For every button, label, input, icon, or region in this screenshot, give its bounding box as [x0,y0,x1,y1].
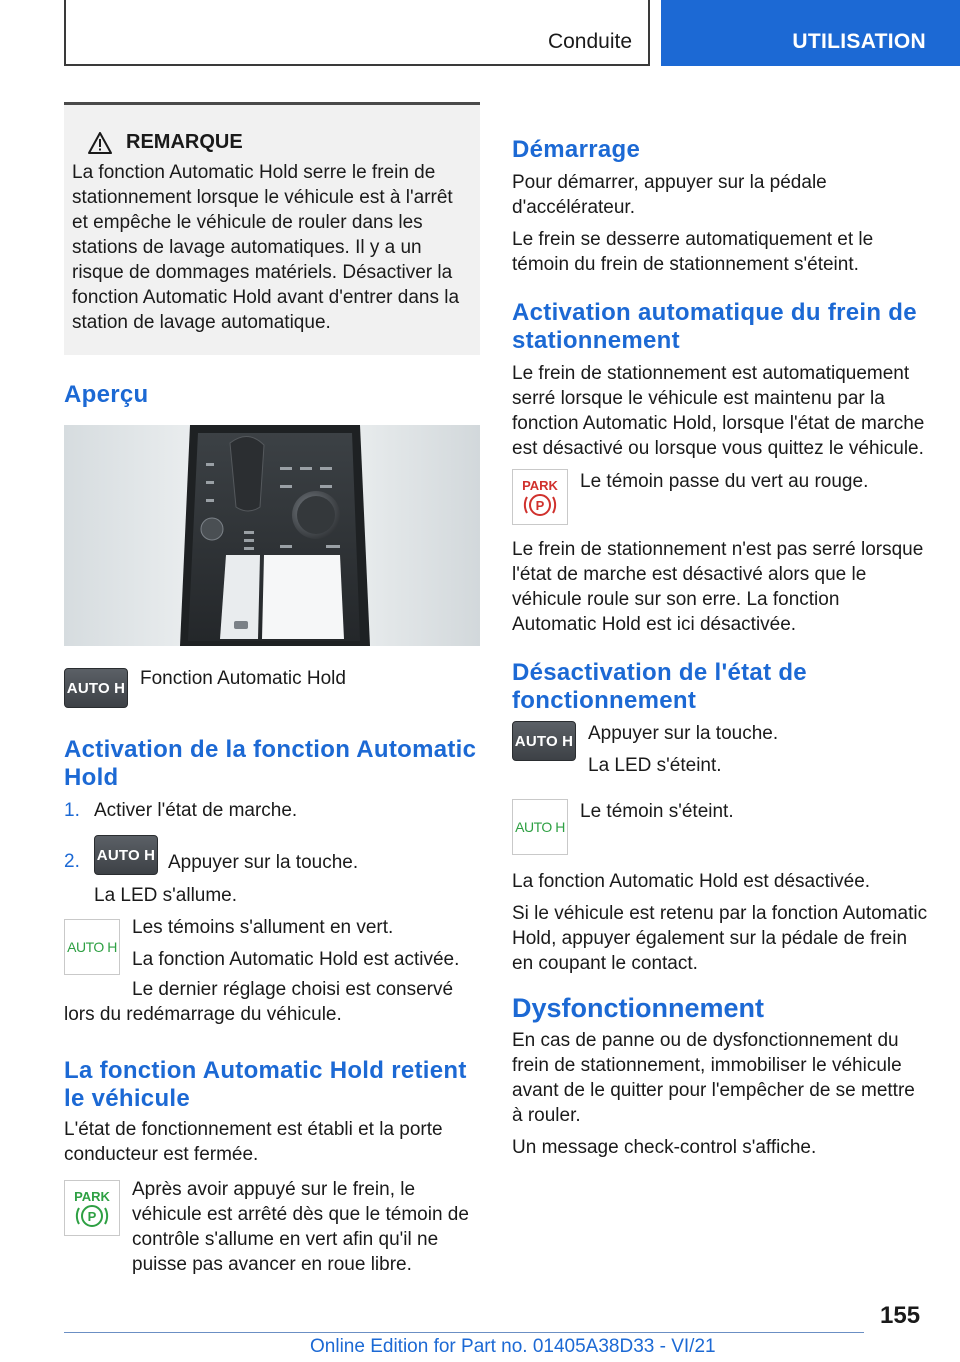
page-number: 155 [880,1302,921,1329]
green-lamp-text [132,915,480,979]
dysfonction-p1: En cas de panne ou de dysfonctionnement du frein de stationnement, immobiliser le véhicule avant de le quitter pour l'empêcher de se mettre à rouler. [512,1030,915,1126]
lamp-green-text: Les témoins s'allument en vert. [132,917,394,938]
park-lamp-label: PARK [74,1189,110,1204]
auto-h-button-icon: AUTO H [512,721,576,761]
header-chapter-box [661,0,960,66]
dysfonction-p2: Un message check-control s'affiche. [512,1137,817,1158]
auto-h-lamp-label-off: AUTO H [515,819,565,835]
park-p-symbol: P [87,1209,97,1224]
footer-edition: Online Edition for Part no. 01405A38D33 - VI/21 [310,1336,716,1357]
left-column [64,102,480,1284]
footer-divider [64,1332,864,1333]
deactivate-press-text: Appuyer sur la touche. [588,723,779,744]
red-park-lamp-row [512,469,928,525]
activation-steps [64,798,480,875]
park-red-label: PARK [522,478,558,493]
note-text: La fonction Automatic Hold serre le frein de stationnement lorsque le véhicule est à l'arrêt et empêche le véhicule de rouler dans les stations de lavage automatiques. Il y a un risque de dommages matériels. Désactiver la fonction Automatic Hold avant d'entrer dans la station de lavage automatique. [72,162,460,333]
photo-caption: Fonction Automatic Hold [140,668,346,689]
auto-h-button-icon: AUTO H [64,668,128,708]
step-1-text: Activer l'état de marche. [94,800,298,821]
retient-conditions: L'état de fonctionnement est établi et la porte conducteur est fermée. [64,1119,443,1165]
led-on-text: La LED s'allume. [94,885,238,906]
note-header [72,131,472,154]
step-2-number: 2. [64,851,80,872]
lamp-off-text: Le témoin s'éteint. [580,801,734,822]
retient-description: Après avoir appuyé sur le frein, le véhicule est arrêté dès que le témoin de contrôle s'allume en vert afin qu'il ne puisse pas avancer en roue libre. [132,1179,469,1275]
led-off-text: La LED s'éteint. [588,755,722,776]
lamp-off-row [512,799,928,855]
park-red-p-symbol: P [535,498,545,513]
demarrage-p2: Le frein se desserre automatiquement et le témoin du frein de stationnement s'éteint. [512,229,874,275]
park-lamp-row [64,1177,480,1284]
activated-text: La fonction Automatic Hold est activée. [132,949,460,970]
heading-activation: Activation de la fonction Automatic Hold [64,736,477,791]
desactivation-p2: Si le véhicule est retenu par la fonction Automatic Hold, appuyer également sur la pédale de frein en coupant le contact. [512,903,928,974]
auto-frein-p2: Le frein de stationnement n'est pas serré lorsque l'état de marche est désactivé alors que le véhicule roule sur son erre. La fonction Automatic Hold est ici désactivée. [512,539,924,635]
step-1-number: 1. [64,800,80,821]
step-1 [64,798,480,823]
header-chapter: UTILISATION [792,30,926,53]
heading-dysfonction: Dysfonctionnement [512,993,765,1023]
park-red-symbol [520,475,560,519]
auto-h-green-lamp-icon-off [512,799,568,855]
step-2-text: Appuyer sur la touche. [168,852,359,873]
step-2-content [94,835,358,875]
header-section: Conduite [547,30,632,53]
note-title: REMARQUE [126,131,243,153]
park-green-lamp-icon [64,1180,120,1236]
step-2 [64,835,480,875]
heading-demarrage: Démarrage [512,136,641,163]
right-column [512,102,928,1167]
desactivation-p1: La fonction Automatic Hold est désactivée. [512,871,871,892]
demarrage-p1: Pour démarrer, appuyer sur la pédale d'accélérateur. [512,172,827,218]
center-console-illustration [64,425,480,646]
heading-retient: La fonction Automatic Hold retient le véhicule [64,1057,467,1112]
center-console-photo [64,425,480,646]
warning-triangle-icon [88,132,112,154]
auto-h-lamp-label: AUTO H [67,939,117,955]
deactivate-button-text [588,721,928,785]
header-section-box [64,0,650,66]
caption-row [64,666,480,708]
auto-h-green-lamp-icon [64,919,120,975]
lamp-red-text: Le témoin passe du vert au rouge. [580,471,869,492]
park-red-lamp-icon [512,469,568,525]
auto-frein-p1: Le frein de stationnement est automatiquement serré lorsque le véhicule est maintenu par la fonction Automatic Hold, lorsque l'état de marche est désactivé ou lorsque vous quittez le véhicule. [512,363,925,459]
deactivate-button-row [512,721,928,785]
warning-note [64,102,480,355]
heading-apercu: Aperçu [64,381,149,408]
heading-auto-frein: Activation automatique du frein de stationnement [512,299,917,354]
heading-desactivation: Désactivation de l'état de fonctionnement [512,659,807,714]
green-lamp-row [64,915,480,979]
auto-h-button-icon: AUTO H [94,835,158,875]
setting-kept-text: Le dernier réglage choisi est conservé lors du redémarrage du véhicule. [64,979,454,1025]
park-green-symbol [72,1186,112,1230]
